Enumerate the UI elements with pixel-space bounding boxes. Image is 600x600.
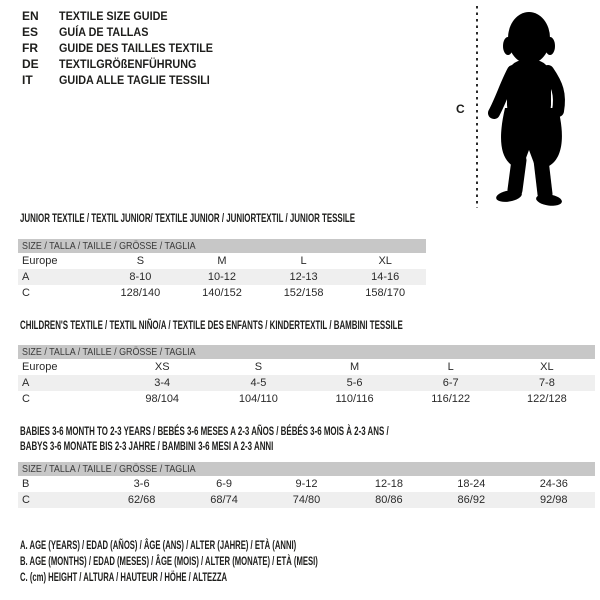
babies-section-title	[20, 424, 579, 454]
table-cell: 4-5	[210, 375, 306, 391]
table-cell: 140/152	[202, 287, 242, 299]
table-row-age	[18, 269, 426, 285]
table-cell: 74/80	[265, 492, 347, 508]
row-label: Europe	[22, 361, 58, 373]
table-cell: S	[254, 361, 263, 373]
table-cell: 18-24	[457, 478, 486, 490]
babies-size-table	[18, 462, 595, 508]
table-cell: 8-10	[100, 269, 182, 285]
table-cell: L	[300, 255, 307, 267]
section-title-line: BABIES 3-6 MONTH TO 2-3 YEARS / BEBÉS 3-6 MESES A 2-3 AÑOS / BÉBÉS 3-6 MOIS À 2-3 ANS /	[20, 424, 389, 438]
table-row-height	[18, 391, 595, 407]
language-title-list	[22, 8, 230, 88]
table-cell: 92/98	[513, 492, 595, 508]
table-cell: 68/74	[183, 492, 265, 508]
table-cell: 6-9	[216, 478, 232, 490]
language-row	[22, 56, 230, 72]
table-cell: M	[217, 255, 227, 267]
table-row-europe	[18, 359, 595, 375]
children-section-title	[20, 318, 600, 333]
size-band-label: SIZE / TALLA / TAILLE / GRÖSSE / TAGLIA	[22, 346, 196, 358]
language-code: ES	[22, 25, 39, 39]
size-band-label: SIZE / TALLA / TAILLE / GRÖSSE / TAGLIA	[22, 463, 196, 475]
size-band-row	[18, 462, 595, 476]
footnote-age-months: B. AGE (MONTHS) / EDAD (MESES) / ÂGE (MOIS) / ALTER (MONATE) / ETÀ (MESI)	[20, 554, 318, 568]
footnote-age-years: A. AGE (YEARS) / EDAD (AÑOS) / ÂGE (ANS) / ALTER (JAHRE) / ETÀ (ANNI)	[20, 538, 297, 552]
table-row-height	[18, 285, 426, 301]
language-code: IT	[22, 73, 33, 87]
footnote-height: C. (cm) HEIGHT / ALTURA / HAUTEUR / HÖHE / ALTEZZA	[20, 570, 228, 584]
row-label: A	[18, 269, 100, 285]
size-band-row	[18, 239, 426, 253]
table-cell: L	[447, 361, 454, 373]
row-label: C	[18, 492, 100, 508]
table-cell: 86/92	[430, 492, 512, 508]
language-row	[22, 40, 230, 56]
table-row-height	[18, 492, 595, 508]
table-cell: XL	[378, 255, 392, 267]
table-cell: 152/158	[283, 287, 324, 299]
row-label: C	[22, 393, 30, 405]
table-cell: 3-6	[133, 478, 150, 490]
table-cell: S	[136, 255, 145, 267]
size-band-row	[18, 345, 595, 359]
section-title-line: CHILDREN'S TEXTILE / TEXTIL NIÑO/A / TEXTILE DES ENFANTS / KINDERTEXTIL / BAMBINI TESSILE	[20, 318, 403, 332]
table-row-europe	[18, 253, 426, 269]
language-row	[22, 8, 230, 24]
table-cell: 24-36	[539, 478, 568, 490]
table-cell: 80/86	[348, 492, 430, 508]
table-cell: 104/110	[238, 393, 278, 405]
table-cell: 122/128	[527, 393, 567, 405]
size-band-label: SIZE / TALLA / TAILLE / GRÖSSE / TAGLIA	[22, 240, 196, 252]
language-code: DE	[22, 57, 39, 71]
row-label: C	[22, 287, 30, 299]
section-title-line: BABYS 3-6 MONATE BIS 2-3 JAHRE / BAMBINI 3-6 MESI A 2-3 ANNI	[20, 439, 274, 453]
table-cell: 3-4	[114, 375, 210, 391]
table-cell: M	[349, 361, 360, 373]
language-title: GUIDE DES TAILLES TEXTILE	[59, 41, 214, 55]
language-row	[22, 72, 230, 88]
table-cell: XS	[154, 361, 170, 373]
table-cell: 158/170	[365, 287, 406, 299]
language-title: TEXTILGRÖßENFÜHRUNG	[59, 57, 197, 71]
toddler-silhouette-icon	[484, 8, 578, 208]
language-title: GUÍA DE TALLAS	[59, 25, 149, 39]
table-cell: XL	[540, 361, 554, 373]
table-row-age	[18, 375, 595, 391]
table-row-months	[18, 476, 595, 492]
footnote-legend	[20, 537, 485, 585]
row-label: B	[22, 478, 30, 490]
table-cell: 12-18	[374, 478, 403, 490]
table-cell: 128/140	[120, 287, 161, 299]
row-label: Europe	[22, 255, 58, 267]
language-code: FR	[22, 41, 38, 55]
height-measure-label: C	[456, 102, 465, 116]
language-title: TEXTILE SIZE GUIDE	[59, 9, 168, 23]
junior-section-title	[20, 211, 528, 226]
section-title-line: JUNIOR TEXTILE / TEXTIL JUNIOR/ TEXTILE JUNIOR / JUNIORTEXTIL / JUNIOR TESSILE	[20, 211, 356, 225]
height-dotted-line	[476, 6, 478, 208]
table-cell: 62/68	[100, 492, 182, 508]
table-cell: 10-12	[181, 269, 263, 285]
row-label: A	[18, 375, 114, 391]
table-cell: 6-7	[403, 375, 499, 391]
language-code: EN	[22, 9, 39, 23]
table-cell: 12-13	[263, 269, 345, 285]
language-row	[22, 24, 230, 40]
children-size-table	[18, 345, 595, 407]
table-cell: 7-8	[499, 375, 595, 391]
junior-size-table	[18, 239, 426, 301]
table-cell: 116/122	[431, 393, 471, 405]
table-cell: 9-12	[295, 478, 318, 490]
table-cell: 5-6	[306, 375, 402, 391]
table-cell: 98/104	[145, 393, 180, 405]
language-title: GUIDA ALLE TAGLIE TESSILI	[59, 73, 210, 87]
table-cell: 110/116	[335, 393, 374, 405]
table-cell: 14-16	[344, 269, 426, 285]
